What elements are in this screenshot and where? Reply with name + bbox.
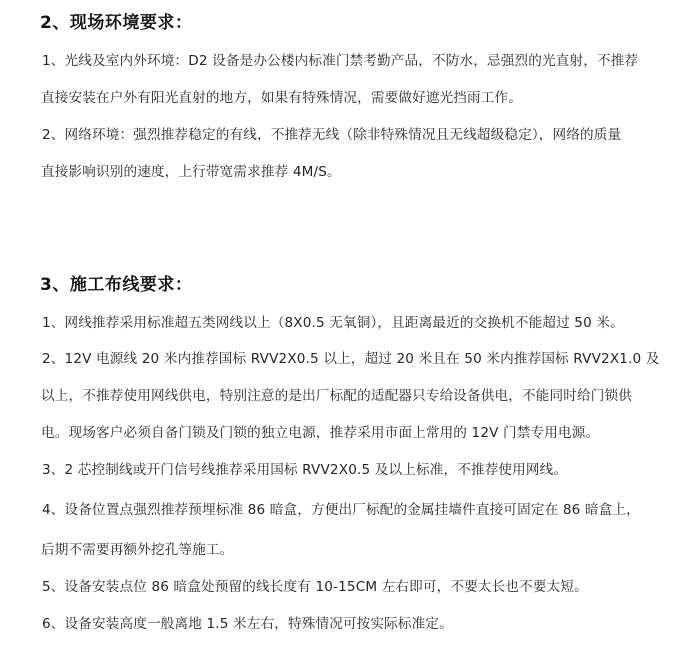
section-2-item-1-line-1: 1、光线及室内外环境：D2 设备是办公楼内标准门禁考勤产品，不防水，忌强烈的光直射，不推荐 [42, 53, 639, 69]
section-3-item-4-line-2: 后期不需要再额外挖孔等施工。 [41, 542, 234, 558]
section-3-item-2-line-3: 电。现场客户必须自备门锁及门锁的独立电源，推荐采用市面上常用的 12V 门禁专用电源。 [41, 425, 600, 441]
section-3-item-2-line-1: 2、12V 电源线 20 米内推荐国标 RVV2X0.5 以上，超过 20 米且在 50 米内推荐国标 RVV2X1.0 及 [42, 351, 660, 367]
section-3-item-4-line-1: 4、设备位置点强烈推荐预埋标准 86 暗盒，方便出厂标配的金属挂墙件直接可固定在 86 暗盒上， [42, 502, 640, 518]
section-3-item-6: 6、设备安装高度一般离地 1.5 米左右，特殊情况可按实际标准定。 [42, 616, 453, 632]
section-3-heading: 3、施工布线要求： [40, 275, 193, 295]
section-3-item-3: 3、2 芯控制线或开门信号线推荐采用国标 RVV2X0.5 及以上标准，不推荐使用网线。 [42, 462, 568, 478]
section-2-item-2-line-1: 2、网络环境：强烈推荐稳定的有线，不推荐无线（除非特殊情况且无线超级稳定），网络的质量 [42, 127, 622, 143]
section-2-heading: 2、现场环境要求： [40, 13, 193, 33]
section-3-item-1: 1、网线推荐采用标准超五类网线以上（8X0.5 无氧铜），且距离最近的交换机不能超过 50 米。 [42, 315, 624, 331]
section-2-item-2-line-2: 直接影响识别的速度，上行带宽需求推荐 4M/S。 [41, 164, 341, 180]
section-3-item-2-line-2: 以上，不推荐使用网线供电，特别注意的是出厂标配的适配器只专给设备供电，不能同时给门锁供 [41, 388, 632, 404]
section-3-item-5: 5、设备安装点位 86 暗盒处预留的线长度有 10-15CM 左右即可，不要太长也不要太短。 [42, 579, 588, 595]
section-2-item-1-line-2: 直接安装在户外有阳光直射的地方，如果有特殊情况，需要做好遮光挡雨工作。 [41, 90, 523, 106]
